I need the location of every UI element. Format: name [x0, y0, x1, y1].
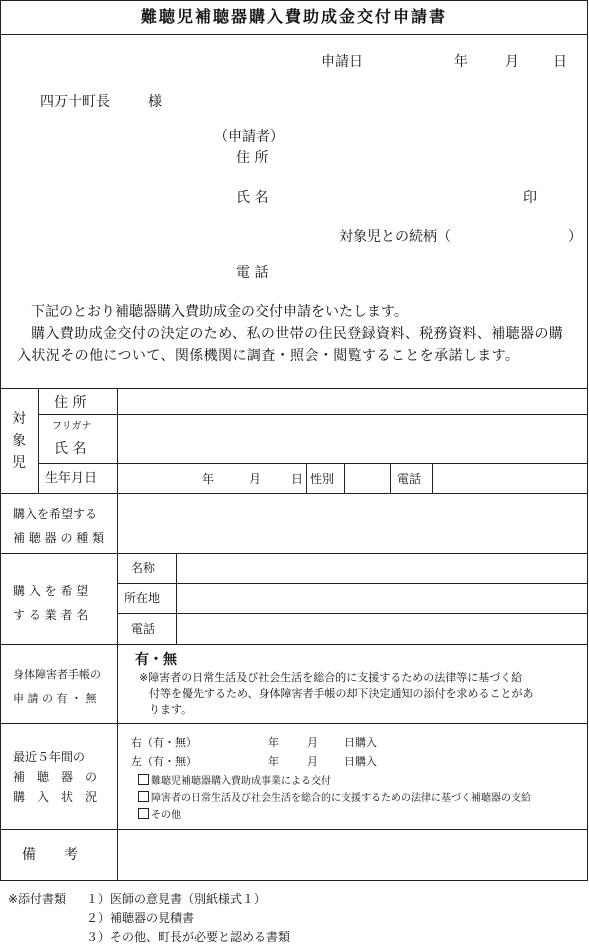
right-purchased-label: 日購入 — [344, 736, 377, 749]
divider — [117, 613, 588, 614]
gender-label: 性別 — [310, 472, 335, 486]
recent-purchase-label2: 補 聴 器 の — [13, 770, 98, 784]
vendor-location-label: 所在地 — [124, 591, 161, 605]
disability-cert-label2: 申 請 の 有 ・ 無 — [13, 692, 97, 705]
checkbox-1[interactable] — [138, 774, 149, 785]
divider — [0, 553, 588, 554]
divider — [0, 723, 588, 724]
right-year-label: 年 — [268, 736, 279, 749]
year-label: 年 — [454, 54, 468, 70]
honorific: 様 — [148, 94, 162, 110]
recent-purchase-label1: 最近５年間の — [13, 750, 86, 764]
vendor-label2: す る 業 者 名 — [13, 608, 89, 622]
right-month-label: 月 — [307, 736, 318, 749]
divider — [0, 644, 588, 645]
divider — [117, 388, 118, 881]
disability-note-line3: ります。 — [149, 703, 193, 716]
child-phone-label: 電話 — [397, 472, 422, 486]
applicant-address-label: 住 所 — [236, 150, 269, 166]
statement-line1: 下記のとおり補聴器購入費助成金の交付申請をいたします。 — [31, 304, 408, 320]
divider — [0, 829, 588, 830]
vendor-name-label: 名称 — [131, 561, 156, 575]
divider — [306, 463, 307, 493]
hearing-aid-type-label1: 購入を希望する — [13, 507, 98, 521]
attachment-item-2: ２）補聴器の見積書 — [86, 911, 195, 925]
statement-line2: 購入費助成金交付の決定のため、私の世帯の住民登録資料、税務資料、補聴器の購入状況その他について、関係機関に調査・照会・閲覧することを承諾します。 — [17, 326, 564, 364]
disability-cert-option: 有・無 — [135, 652, 177, 668]
divider — [176, 553, 177, 644]
relation-close: ） — [568, 229, 582, 245]
checkbox-2-label: 障害者の日常生活及び社会生活を総合的に支援するための法律に基づく補聴器の支給 — [151, 793, 531, 804]
recent-purchase-label3: 購 入 状 況 — [13, 790, 98, 804]
divider — [0, 493, 588, 494]
left-year-label: 年 — [268, 755, 279, 768]
checkbox-3[interactable] — [138, 808, 149, 819]
disability-note-line1: ※障害者の日常生活及び社会生活を総合的に支援するための法律等に基づく給 — [139, 671, 523, 684]
divider — [38, 388, 39, 493]
left-ear-label: 左（有・無） — [131, 755, 197, 768]
checkbox-1-label: 難聴児補聴器購入費助成事業による交付 — [151, 776, 331, 787]
child-name-label: 氏 名 — [54, 441, 87, 457]
seal-label: 印 — [523, 190, 537, 206]
addressee: 四万十町長 — [40, 94, 110, 110]
left-month-label: 月 — [307, 755, 318, 768]
attachment-item-1: １）医師の意見書（別紙様式１） — [86, 892, 267, 906]
checkbox-row-2[interactable] — [138, 791, 531, 804]
checkbox-3-label: その他 — [151, 810, 181, 821]
right-ear-label: 右（有・無） — [131, 736, 197, 749]
applicant-phone-label: 電 話 — [236, 265, 269, 281]
birth-month-label: 月 — [249, 472, 262, 486]
checkbox-row-1[interactable] — [138, 774, 331, 787]
birth-year-label: 年 — [202, 472, 215, 486]
divider — [432, 463, 433, 493]
disability-note-line2: 付等を優先するため、身体障害者手帳の却下決定通知の添付を求めることがあ — [149, 687, 534, 700]
divider — [117, 583, 588, 584]
form-title: 難聴児補聴器購入費助成金交付申請書 — [140, 7, 447, 26]
attachment-item-3: ３）その他、町長が必要と認める書類 — [86, 930, 291, 944]
day-label: 日 — [553, 54, 567, 70]
child-furigana-label: フリガナ — [52, 421, 92, 432]
divider — [0, 388, 588, 389]
divider — [38, 414, 588, 415]
relation-label: 対象児との続柄（ — [339, 229, 451, 245]
divider — [0, 34, 588, 35]
vendor-label1: 購 入 を 希 望 — [13, 584, 89, 598]
month-label: 月 — [505, 54, 519, 70]
divider — [38, 463, 588, 464]
divider — [344, 463, 345, 493]
child-birthdate-label: 生年月日 — [45, 471, 98, 486]
checkbox-row-3[interactable] — [138, 808, 181, 821]
child-group-label: 対象児 — [12, 411, 26, 471]
applicant-label: （申請者） — [214, 129, 284, 145]
applicant-name-label: 氏 名 — [236, 190, 269, 206]
application-date-label: 申請日 — [321, 54, 363, 70]
left-purchased-label: 日購入 — [344, 755, 377, 768]
hearing-aid-type-label2: 補 聴 器 の 種 類 — [13, 531, 105, 545]
disability-cert-label1: 身体障害者手帳の — [13, 668, 101, 681]
remarks-label: 備 考 — [22, 847, 78, 863]
child-address-label: 住 所 — [54, 395, 87, 411]
attachments-label: ※添付書類 — [8, 892, 67, 906]
birth-day-label: 日 — [291, 472, 304, 486]
divider — [390, 463, 391, 493]
vendor-phone-label: 電話 — [131, 622, 156, 636]
checkbox-2[interactable] — [138, 791, 149, 802]
